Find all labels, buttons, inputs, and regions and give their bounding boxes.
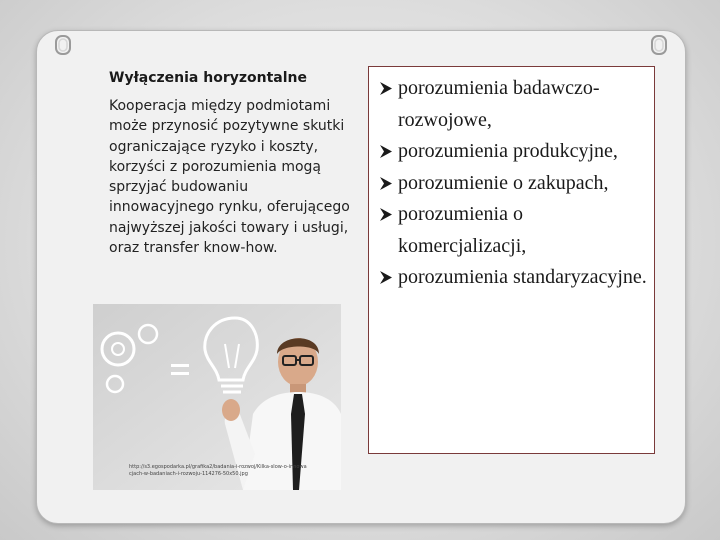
list-item (379, 199, 649, 262)
bullet-panel (368, 66, 655, 454)
photo-credit: http://s3.egospodarka.pl/grafika2/badania-i-rozwoj/Kilka-slow-o-innowacjach-w-badaniach-i-rozwoju-114276-50x50.jpg (129, 464, 307, 477)
arrow-bullet-icon (379, 270, 393, 285)
bullet-text: porozumienia produkcyjne, (398, 140, 618, 162)
binder-ring-icon (52, 34, 74, 56)
bullet-text: porozumienia o komercjalizacji, (398, 203, 527, 257)
arrow-bullet-icon (379, 207, 393, 222)
arrow-bullet-icon (379, 144, 393, 159)
section-title: Wyłączenia horyzontalne (109, 70, 307, 86)
list-item (379, 73, 649, 136)
binder-ring-icon (648, 34, 670, 56)
bullet-text: porozumienia badawczo-rozwojowe, (398, 77, 600, 131)
businessman-lightbulb-photo (93, 304, 341, 490)
arrow-bullet-icon (379, 81, 393, 96)
bullet-text: porozumienia standaryzacyjne. (398, 266, 647, 288)
list-item (379, 136, 649, 168)
bullet-text: porozumienie o zakupach, (398, 171, 609, 194)
bullet-list (379, 73, 649, 294)
section-body: Kooperacja między podmiotami może przynosić pozytywne skutki ograniczające ryzyko i koszty, korzyści z porozumienia mogą sprzyjać budowaniu innowacyjnego rynku, oferującego najwyższej jakości towary i usługi, oraz transfer know-how. (109, 98, 350, 257)
arrow-bullet-icon (379, 176, 393, 191)
list-item (379, 168, 649, 200)
list-item (379, 262, 649, 294)
